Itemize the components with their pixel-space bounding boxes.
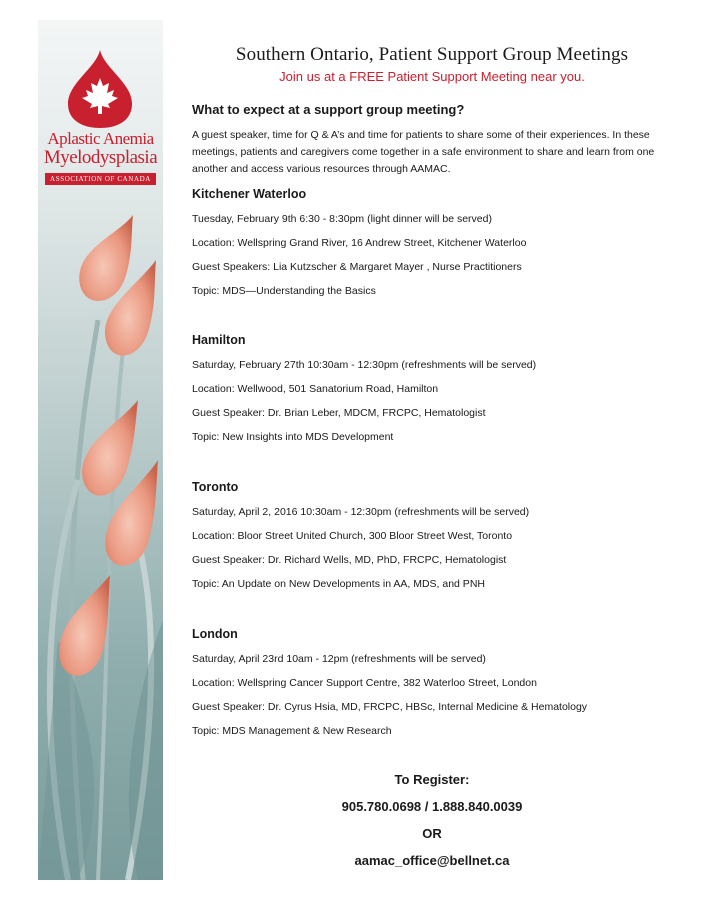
organization-logo	[38, 48, 163, 198]
petal-5	[59, 575, 110, 676]
meeting-topic: Topic: MDS Management & New Research	[192, 725, 392, 737]
logo-name-line1: Aplastic Anemia	[47, 129, 154, 148]
meeting-city: Kitchener Waterloo	[192, 187, 307, 201]
meeting-city: London	[192, 627, 238, 641]
meeting-location: Location: Wellspring Cancer Support Centre, 382 Waterloo Street, London	[192, 677, 537, 689]
meeting-topic: Topic: An Update on New Developments in AA, MDS, and PNH	[192, 578, 485, 590]
register-email-link[interactable]: aamac_office@bellnet.ca	[354, 853, 510, 868]
main-content	[192, 44, 682, 178]
intro-heading: What to expect at a support group meeting?	[192, 102, 465, 117]
page-subtitle: Join us at a FREE Patient Support Meeting near you.	[279, 69, 585, 84]
meeting-location: Location: Wellspring Grand River, 16 Andrew Street, Kitchener Waterloo	[192, 237, 527, 249]
blood-drop-maple-leaf-icon	[38, 48, 163, 128]
meeting-city: Toronto	[192, 480, 239, 494]
meeting-date: Saturday, February 27th 10:30am - 12:30pm (refreshments will be served)	[192, 359, 537, 371]
meeting-date: Tuesday, February 9th 6:30 - 8:30pm (light dinner will be served)	[192, 213, 492, 225]
leaf	[129, 620, 163, 880]
meeting-location: Location: Wellwood, 501 Sanatorium Road, Hamilton	[192, 383, 439, 395]
logo-name-line2: Myelodysplasia	[43, 147, 158, 168]
meeting-speaker: Guest Speaker: Dr. Brian Leber, MDCM, FRCPC, Hematologist	[192, 407, 486, 419]
leaf	[38, 640, 94, 880]
meeting-date: Saturday, April 23rd 10am - 12pm (refreshments will be served)	[192, 653, 486, 665]
meeting-speaker: Guest Speakers: Lia Kutzscher & Margaret Mayer , Nurse Practitioners	[192, 261, 522, 273]
register-or: OR	[422, 826, 442, 841]
register-heading: To Register:	[394, 772, 470, 787]
meeting-date: Saturday, April 2, 2016 10:30am - 12:30pm (refreshments will be served)	[192, 506, 530, 518]
meeting-city: Hamilton	[192, 333, 246, 347]
logo-association-label: ASSOCIATION OF CANADA	[45, 173, 156, 185]
page-title: Southern Ontario, Patient Support Group Meetings	[235, 44, 629, 65]
meeting-location: Location: Bloor Street United Church, 300 Bloor Street West, Toronto	[192, 530, 513, 542]
intro-text: A guest speaker, time for Q & A’s and time for patients to share some of their experiences. In these meetings, patients and caregivers come together in a safe environment to share and learn from one another and access various resources through AAMAC.	[192, 129, 655, 175]
petal-3	[82, 400, 138, 496]
meeting-speaker: Guest Speaker: Dr. Richard Wells, MD, PhD, FRCPC, Hematologist	[192, 554, 507, 566]
register-phone[interactable]: 905.780.0698 / 1.888.840.0039	[341, 799, 523, 814]
meeting-speaker: Guest Speaker: Dr. Cyrus Hsia, MD, FRCPC, HBSc, Internal Medicine & Hematology	[192, 701, 588, 713]
petal-1	[79, 215, 133, 301]
meeting-topic: Topic: New Insights into MDS Development	[192, 431, 394, 443]
meeting-topic: Topic: MDS—Understanding the Basics	[192, 285, 376, 297]
